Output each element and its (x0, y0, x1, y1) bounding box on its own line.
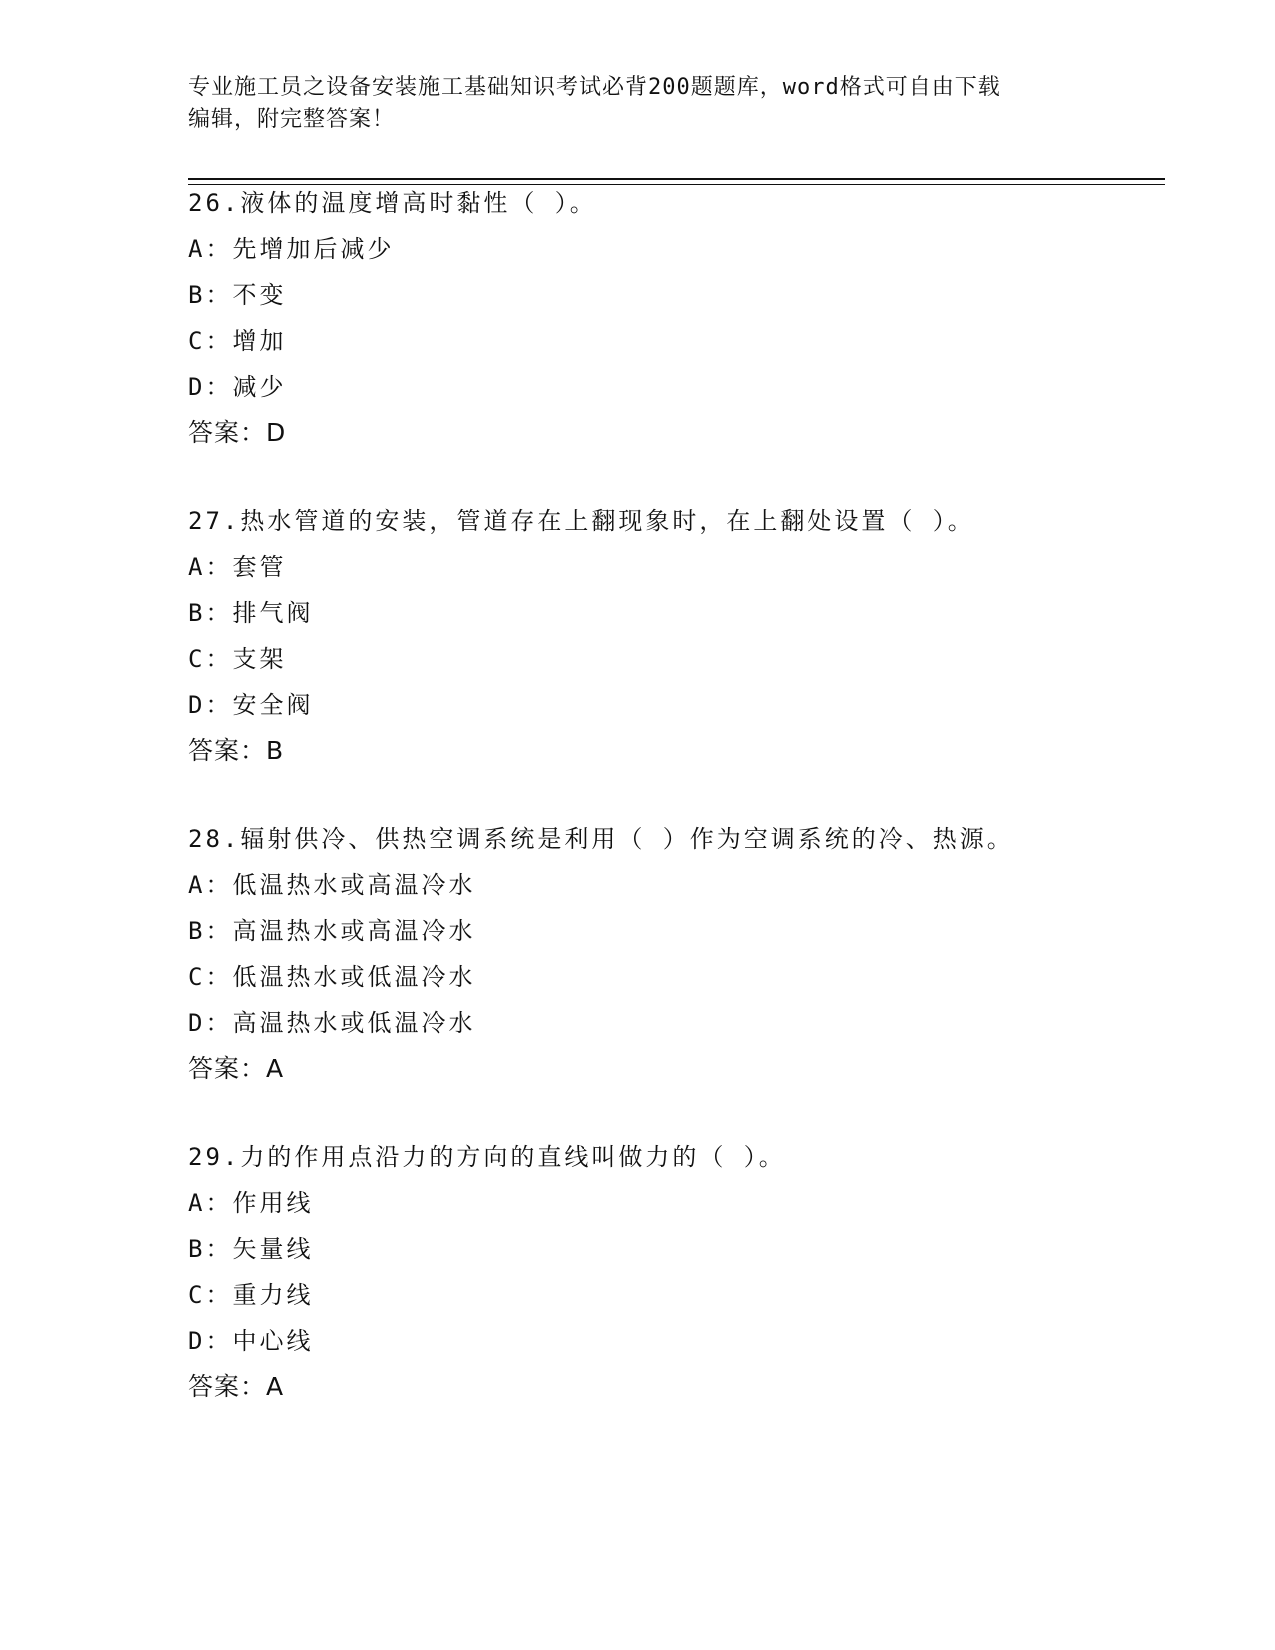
answer: 答案：A (188, 1372, 285, 1401)
answer: 答案：B (188, 736, 285, 765)
option-d: D：中心线 (188, 1327, 314, 1355)
header-divider-thick (188, 178, 1165, 180)
header-title-line-1: 专业施工员之设备安装施工基础知识考试必背200题题库，word格式可自由下载 (188, 75, 1001, 100)
option-c: C：重力线 (188, 1281, 314, 1309)
header-divider-thin (188, 184, 1165, 185)
answer: 答案：A (188, 1054, 285, 1083)
option-d: D：高温热水或低温冷水 (188, 1009, 476, 1037)
option-c: C：低温热水或低温冷水 (188, 963, 476, 991)
option-b: B：排气阀 (188, 599, 314, 627)
option-b: B：高温热水或高温冷水 (188, 917, 476, 945)
option-c: C：增加 (188, 327, 287, 355)
question-stem: 26.液体的温度增高时黏性（ ）。 (188, 189, 597, 217)
question-29 (188, 1142, 1165, 1418)
question-stem: 27.热水管道的安装，管道存在上翻现象时，在上翻处设置（ ）。 (188, 507, 975, 535)
option-a: A：作用线 (188, 1189, 314, 1217)
option-a: A：套管 (188, 553, 287, 581)
question-26 (188, 188, 1165, 464)
question-27 (188, 506, 1165, 782)
option-b: B：不变 (188, 281, 287, 309)
option-d: D：减少 (188, 373, 287, 401)
question-stem: 28.辐射供冷、供热空调系统是利用（ ）作为空调系统的冷、热源。 (188, 825, 1014, 853)
option-d: D：安全阀 (188, 691, 314, 719)
option-b: B：矢量线 (188, 1235, 314, 1263)
option-a: A：先增加后减少 (188, 235, 395, 263)
answer: 答案：D (188, 418, 287, 447)
option-c: C：支架 (188, 645, 287, 673)
question-stem: 29.力的作用点沿力的方向的直线叫做力的（ ）。 (188, 1143, 786, 1171)
document-header (188, 72, 1068, 136)
header-title-line-2: 编辑，附完整答案！ (188, 107, 396, 132)
option-a: A：低温热水或高温冷水 (188, 871, 476, 899)
question-28 (188, 824, 1165, 1100)
